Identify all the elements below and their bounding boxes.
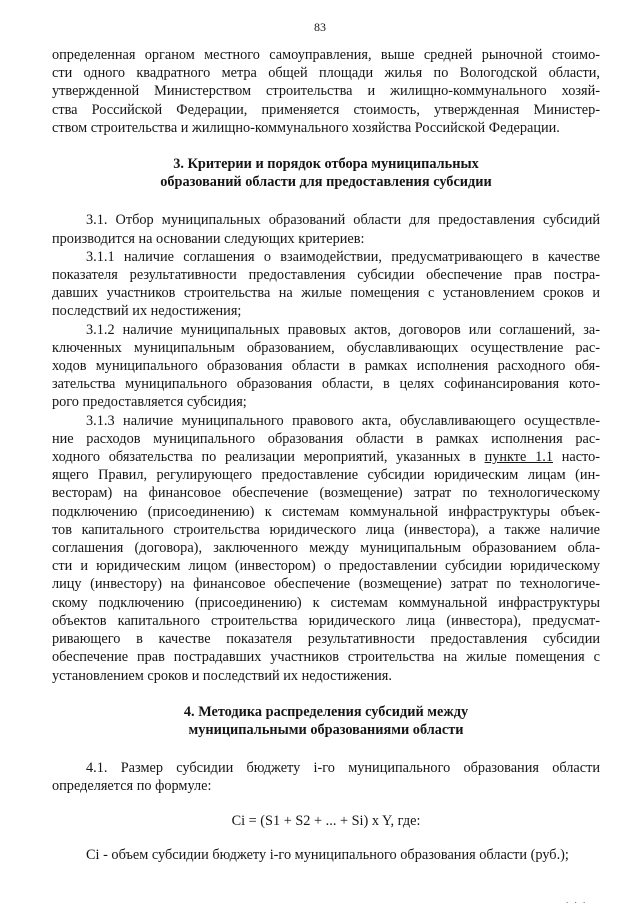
text-line: показателя результативности предоставления субсидии обеспечение прав постра-	[52, 267, 600, 284]
text-line: определяется по формуле:	[52, 778, 212, 795]
text-line: 3.1. Отбор муниципальных образований области для предоставления субсидий	[86, 212, 600, 229]
document-body	[52, 46, 600, 864]
heading-line: 4. Методика распределения субсидий между	[183, 703, 469, 720]
section-4-heading	[52, 703, 600, 739]
text-line-with-link	[52, 448, 600, 466]
text-fragment: насто-	[552, 449, 601, 466]
formula: Ci = (S1 + S2 + ... + Si) x Y, где:	[231, 812, 421, 829]
text-line: сти одного квадратного метра общей площади жилья по Вологодской области,	[52, 65, 600, 82]
paragraph-4-1	[52, 759, 600, 795]
text-line: производится на основании следующих критериев:	[52, 230, 365, 247]
heading-line: образований области для предоставления субсидии	[160, 174, 492, 191]
text-line: 3.1.2 наличие муниципальных правовых актов, договоров или соглашений, за-	[86, 321, 600, 338]
text-line: тов капитального строительства юридического лица (инвестора), а также наличие	[52, 521, 600, 538]
text-line: определенная органом местного самоуправления, выше средней рыночной стоимо-	[52, 47, 600, 63]
text-line: обеспечение прав пострадавших участников строительства на жилые помещения с	[52, 649, 600, 666]
paragraph-3-1-2	[52, 321, 600, 412]
text-fragment: ходного обязательства по реализации мероприятий, указанных в	[52, 449, 485, 466]
text-line: 3.1.1 наличие соглашения о взаимодействии, предусматривающего в качестве	[86, 248, 600, 265]
paragraph-3-1-1	[52, 248, 600, 321]
section-3-heading	[52, 155, 600, 191]
text-line: ние расходов муниципального образования области в рамках исполнения рас-	[52, 430, 600, 447]
text-line: весторам) на финансовое обеспечение (возмещение) затрат по технологическому	[52, 485, 600, 502]
text-line: давших участников строительства на жилые помещения с установлением сроков и	[52, 285, 600, 302]
text-line: сти и юридическим лицом (инвестором) о предоставлении субсидии юридическому	[52, 558, 600, 575]
text-line: 4.1. Размер субсидии бюджету i-го муниципального образования области	[86, 760, 600, 777]
text-line: скому подключению (присоединению) к системам коммунальной инфраструктуры	[52, 594, 600, 611]
heading-line: муниципальными образованиями области	[188, 721, 464, 738]
definition-line: Ci - объем субсидии бюджету i-го муниципального образования области (руб.);	[86, 846, 569, 863]
text-line: установлением сроков и последствий их недостижения.	[52, 667, 392, 684]
paragraph-3-1-3	[52, 412, 600, 685]
text-line: ством строительства и жилищно-коммунального хозяйства Российской Федерации.	[52, 119, 560, 136]
text-line: зательства муниципального образования области, в целях софинансирования кото-	[52, 376, 600, 393]
text-line: 3.1.3 наличие муниципального правового акта, обуславливающего осуществле-	[86, 412, 600, 429]
heading-line: 3. Критерии и порядок отбора муниципальных	[173, 156, 479, 173]
text-line: ства Российской Федерации, применяется стоимость, утвержденная Министер-	[52, 101, 600, 118]
text-line: подключению (присоединению) к системам коммунальной инфраструктуры объек-	[52, 503, 600, 520]
text-line: соглашения (договора), заключенного между муниципальным образованием обла-	[52, 540, 600, 557]
text-line: ящего Правил, регулирующего предоставление субсидии юридическим лицам (ин-	[52, 467, 600, 484]
intro-paragraph	[52, 46, 600, 137]
text-line: рого предоставляется субсидия;	[52, 394, 247, 411]
text-line: ривающего в качестве показателя результативности предоставления субсидии	[52, 631, 600, 648]
clause-link[interactable]: пункте 1.1	[484, 449, 553, 466]
text-line: утвержденной Министерством строительства и жилищно-коммунального хозяй-	[52, 83, 600, 100]
paragraph-3-1	[52, 211, 600, 247]
page-number: 83	[314, 20, 326, 34]
text-line: ключенных муниципальным образованием, обуславливающих осуществление рас-	[52, 339, 600, 356]
footer-mark: . . .	[566, 895, 588, 905]
text-line: объектов капитального строительства юридического лица (инвестора), предусмат-	[52, 612, 600, 629]
text-line: последствий их недостижения;	[52, 303, 242, 320]
text-line: лицу (инвестору) на финансовое обеспечение (возмещение) затрат по технологиче-	[52, 576, 600, 593]
text-line: ходов муниципального образования области в рамках исполнения расходного обя-	[52, 358, 600, 375]
